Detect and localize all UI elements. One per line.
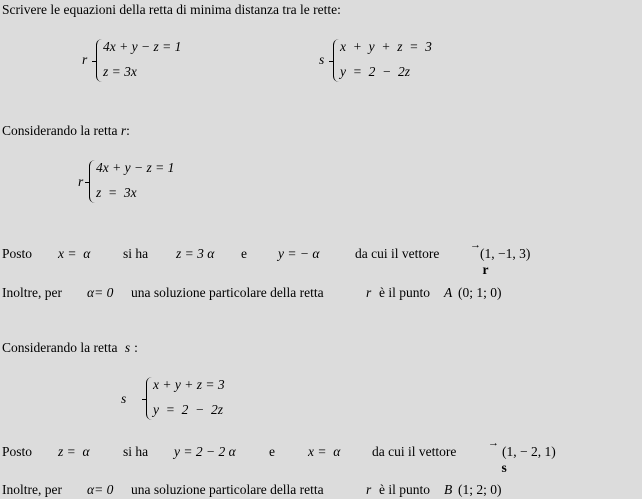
section-s-alpha-zero: α= 0 (87, 482, 114, 497)
section-s-sys-name: s (121, 391, 127, 406)
section-r-posto: Posto (2, 246, 33, 261)
system-s-name: s (319, 52, 325, 67)
section-r-alpha-zero: α= 0 (87, 285, 114, 300)
section-r-vector-value: (1, −1, 3) (480, 246, 531, 261)
system-r-eq1: 4x + y − z = 1 (103, 39, 182, 54)
section-s-vector-name: → s (488, 437, 507, 475)
section-s-param: z = α (58, 444, 90, 459)
section-r-eq-b: y = − α (278, 246, 320, 261)
system-r-name: r (82, 52, 88, 67)
section-s-point-coords: (1; 2; 0) (458, 482, 502, 497)
section-r-inoltre: Inoltre, per (2, 285, 62, 300)
section-s-eq-b: x = α (308, 444, 341, 459)
section-s-eq-a: y = 2 − 2 α (174, 444, 236, 459)
section-s-sol-text: una soluzione particolare della retta (131, 482, 324, 497)
section-r-intro: Considerando la retta r: (2, 123, 130, 138)
section-r-point-coords: (0; 1; 0) (458, 285, 502, 300)
section-r-sys-eq1: 4x + y − z = 1 (96, 160, 175, 175)
section-r-sys-name: r (78, 174, 84, 189)
system-s-eq1: x + y + z = 3 (340, 39, 432, 54)
vector-arrow-icon: → (488, 437, 499, 449)
section-s-inoltre: Inoltre, per (2, 482, 62, 497)
section-s-posto: Posto (2, 444, 33, 459)
system-s-eq2: y = 2 − 2z (340, 64, 410, 79)
section-r-sol-text: una soluzione particolare della retta (131, 285, 324, 300)
section-r-eq-a: z = 3 α (176, 246, 215, 261)
section-s-sys-eq2: y = 2 − 2z (153, 402, 223, 417)
section-s-si-ha: si ha (123, 444, 149, 459)
section-r-point-text: è il punto (379, 285, 430, 300)
section-s-sol-var: r (366, 482, 372, 497)
section-r-sol-var: r (366, 285, 372, 300)
section-r-vector-name: → r (470, 239, 489, 277)
section-r-param: x = α (58, 246, 91, 261)
section-s-point-text: è il punto (379, 482, 430, 497)
section-s-sys-eq1: x + y + z = 3 (153, 377, 225, 392)
section-s-point-name: B (444, 482, 453, 497)
heading: Scrivere le equazioni della retta di minima distanza tra le rette: (2, 2, 341, 17)
section-r-point-name: A (444, 285, 453, 300)
section-s-intro: Considerando la retta s : (2, 340, 138, 355)
section-r-da-cui: da cui il vettore (355, 246, 440, 261)
section-r-e: e (241, 246, 247, 261)
system-r-eq2: z = 3x (103, 64, 137, 79)
vector-arrow-icon: → (470, 239, 481, 251)
section-s-da-cui: da cui il vettore (372, 444, 457, 459)
section-r-si-ha: si ha (123, 246, 149, 261)
section-s-e: e (269, 444, 275, 459)
section-r-sys-eq2: z = 3x (96, 185, 137, 200)
section-s-vector-value: (1, − 2, 1) (502, 444, 556, 459)
